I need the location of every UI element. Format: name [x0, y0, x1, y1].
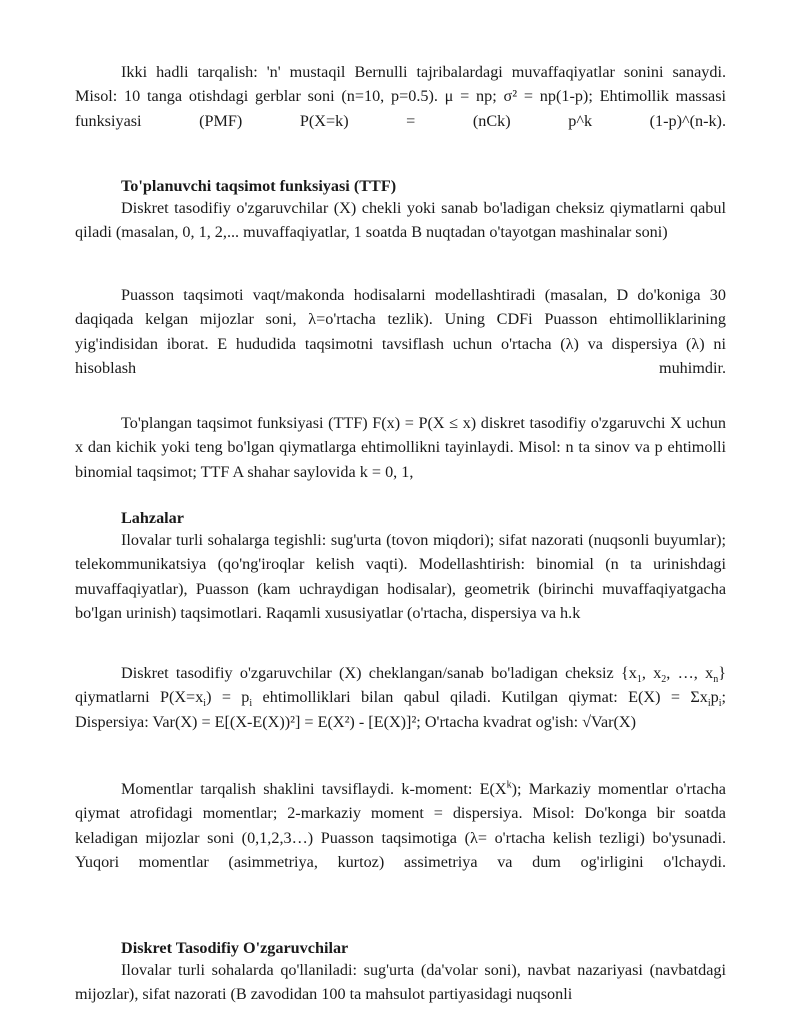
heading-cdf: To'planuvchi taqsimot funksiyasi (TTF) — [121, 177, 397, 195]
text-run: ehtimolliklari bilan qabul qiladi. Kutilgan qiymat: E(X) = Σx — [252, 688, 708, 707]
text-run: Diskret tasodifiy o'zgaruvchilar (X) cheklangan/sanab bo'ladigan cheksiz {x — [121, 664, 637, 682]
text-run: ; Dispersiya: Var(X) = E[(X-E(X))²] = E(X²) - [E(X)]²; O'rtacha kvadrat og'ish: √Var(X) — [75, 688, 726, 731]
subscript: i — [707, 698, 711, 710]
paragraph-binomial: Ikki hadli tarqalish: 'n' mustaqil Bernulli tajribalardagi muvaffaqiyatlar sonini sanaydi. Misol: 10 tanga otishdagi gerblar soni (n=10, p=0.5). μ = np; σ² = np(1-p); Ehtimollik massasi funksiyasi (PMF) P(X=k) = (nCk) p^k (1-p)^(n-k). — [75, 63, 726, 130]
text-run: Momentlar tarqalish shaklini tavsiflaydi. k-moment: E(X — [121, 780, 507, 798]
subscript: i — [249, 698, 253, 710]
paragraph-poisson: Puasson taqsimoti vaqt/makonda hodisalarni modellashtiradi (masalan, D do'koniga 30 daqiqada kelgan mijozlar soni, λ=o'rtacha tezlik). Uning CDFi Puasson ehtimolliklarining yig'indisidan iborat. E hududida taqsimotni tavsiflash uchun o'rtacha (λ) va dispersiya (λ) ni hisoblash muhimdir. — [75, 286, 726, 377]
paragraph-discrete-values: Diskret tasodifiy o'zgaruvchilar (X) chekli yoki sanab bo'ladigan cheksiz qiymatlarni qabul qiladi (masalan, 0, 1, 2,... muvaffaqiyatlar, 1 soatda B nuqtadan o'tayotgan mashinalar soni) — [75, 199, 726, 242]
paragraph-moments — [75, 777, 726, 874]
text-run: , x — [641, 664, 662, 682]
heading-moments: Lahzalar — [121, 509, 184, 527]
subscript: 1 — [636, 674, 642, 686]
superscript: k — [506, 779, 512, 791]
text-run: , …, x — [666, 664, 714, 682]
subscript: 2 — [661, 674, 667, 686]
paragraph-expectation — [75, 661, 726, 734]
text-run: p — [710, 688, 719, 707]
paragraph-applications: Ilovalar turli sohalarga tegishli: sug'urta (tovon miqdori); sifat nazorati (nuqsonli buyumlar); telekommunikatsiya (qo'ng'iroqlar kelish vaqti). Modellashtirish: binomial (n ta urinishdagi muvaffaqiyatlar), Puasson (kam uchraydigan hodisalar), geometrik (birinchi muvaffaqiyatgacha bo'lgan urinish) taqsimotlari. Raqamli xususiyatlar (o'rtacha, dispersiya va h.k — [75, 531, 726, 622]
paragraph-cdf-definition: To'plangan taqsimot funksiyasi (TTF) F(x) = P(X ≤ x) diskret tasodifiy o'zgaruvchi X uchun x dan kichik yoki teng bo'lgan qiymatlarga ehtimollikni tayinlaydi. Misol: n ta sinov va p ehtimolli binomial taqsimot; TTF A shahar saylovida k = 0, 1, — [75, 414, 726, 481]
heading-discrete-variables: Diskret Tasodifiy O'zgaruvchilar — [121, 939, 349, 957]
subscript: i — [203, 698, 207, 710]
text-run: ) = p — [206, 688, 250, 707]
subscript: n — [713, 674, 719, 686]
paragraph-applications-2: Ilovalar turli sohalarda qo'llaniladi: sug'urta (da'volar soni), navbat nazariyasi (navbatdagi mijozlar), sifat nazorati (B zavodidan 100 ta mahsulot partiyasidagi nuqsonli — [75, 961, 726, 1004]
text-run: } qiymatlarni P(X=x — [75, 664, 726, 707]
subscript: i — [718, 698, 722, 710]
text-run: ); Markaziy momentlar o'rtacha qiymat atrofidagi momentlar; 2-markaziy moment = dispersiya. Misol: Do'konga bir soatda keladigan mijozlar soni (0,1,2,3…) Puasson taqsimotiga (λ= o'rtacha kelish tezligi) bo'ysunadi. Yuqori momentlar (asimmetriya, kurtoz) assimetriya va dum og'irligini o'lchaydi. — [75, 780, 726, 871]
